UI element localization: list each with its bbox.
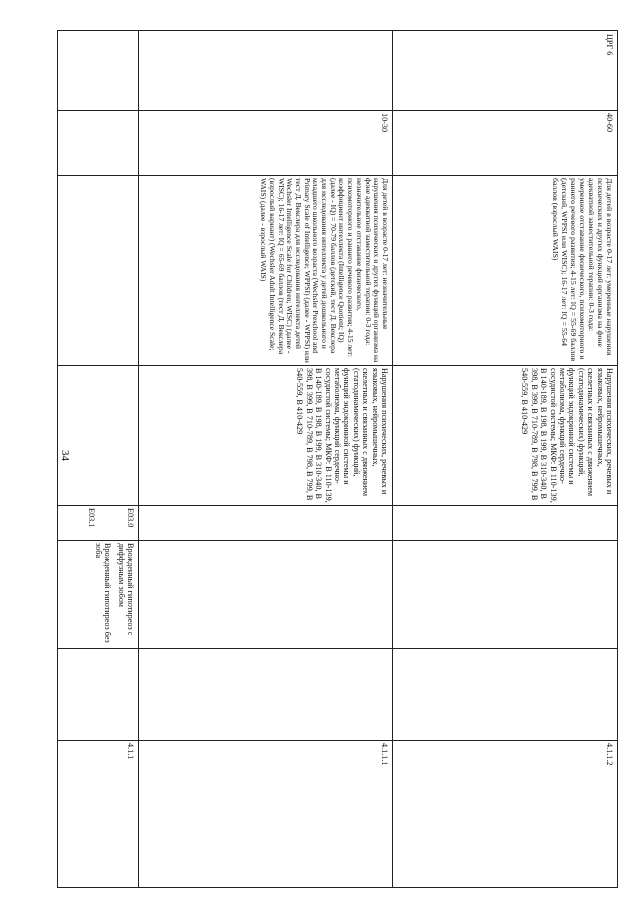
row-number: 4.1.1.2 [605,743,614,766]
percent-value: 40-60 [605,113,614,133]
criteria-text: Для детей в возрасте 0-17 лет: незначительные нарушения психических и других функций организма на фоне адекватной заместительной терапии: 0-3 года: незначительное отставание физического, психомоторного и раннего речевого развития; 4-15 лет: коэффициент интеллекта (Intelligence Quotient; IQ) (далее - IQ) = 70-79 баллов (детский, тест Д. Векслера для исследования интеллекта у детей дошкольного и младшего школьного возраста (Wechsler Preschool and Primary Scale of Intelligence; WPPSI) (далее - WPPSI) или тест Д. Векслера для исследования интеллекта детей Wechsler Intelligence Scale for Children; WISC) (далее - WISC); 16-17 лет: IQ = 65-69 баллов (тест Д. Векслера (взрослый вариант) (Wechsler Adult Intelligence Scale; WAIS) (далее - взрослый WAIS) [259,178,390,363]
diagnosis-cell [58,540,138,648]
percent-cell [139,110,392,175]
diagnosis-name: Врожденный гипотиреоз без зоба [93,543,113,643]
row-divider [57,505,618,506]
criteria-cell [139,175,392,365]
criteria-cell [393,175,617,365]
row-divider [57,648,618,649]
row-4-1-1-2 [393,740,617,887]
row-4-1-1 [58,740,138,887]
row-4-1-1-1 [139,740,392,887]
diagnosis-name: Врожденный гипотиреоз с диффузным зобом [116,543,135,636]
functions-text: Нарушения психических, речевых и языковых, нейромышечных, скелетных и связанных с движением (статодинамических) функций, функций эндокринной системы и метаболизма, функций сердечно-сосудистой системы; МКФ: В 110-139, В 140-189, В 198, В 199, В 310-340, В 398, В 399, В 710-789, В 798, В 799, В 540-559, В 410-429 [295,368,389,503]
code-cell [58,505,138,540]
icd-code: E03.1 [86,508,96,528]
extra-value: ЦРГ 6 [605,34,614,56]
functions-text: Нарушения психических, речевых и языковых, нейромышечных, скелетных и связанных с движением (статодинамических) функций, функций эндокринной системы и метаболизма, функций сердечно-сосудистой системы; МКФ: В 110-139, В 140-189, В 198, В 199, В 310-340, В 398, В 399, В 710-789, В 798, В 799, В 540-559, В 410-429 [520,368,614,503]
criteria-text: Для детей в возрасте 0-17 лет: умеренные нарушения психических и других функций организма на фоне адекватной заместительной терапии: 0-3 года: умеренное отставание физического, психомоторного и раннего речевого развития; 4-15 лет: IQ = 55-69 баллов (детский, WPPSI или WISC); 16-17 лет: IQ = 55-64 баллов (взрослый WAIS) [551,178,614,362]
functions-cell [393,365,617,505]
page-number: 34 [59,450,71,461]
row-divider [57,540,618,541]
functions-cell [139,365,392,505]
row-number: 4.1.1.1 [380,743,389,766]
row-number: 4.1.1 [126,743,135,760]
percent-cell [393,110,617,175]
extra-cell [393,31,617,110]
percent-value: 10-30 [380,113,389,133]
icd-code: E03.0 [126,508,135,528]
